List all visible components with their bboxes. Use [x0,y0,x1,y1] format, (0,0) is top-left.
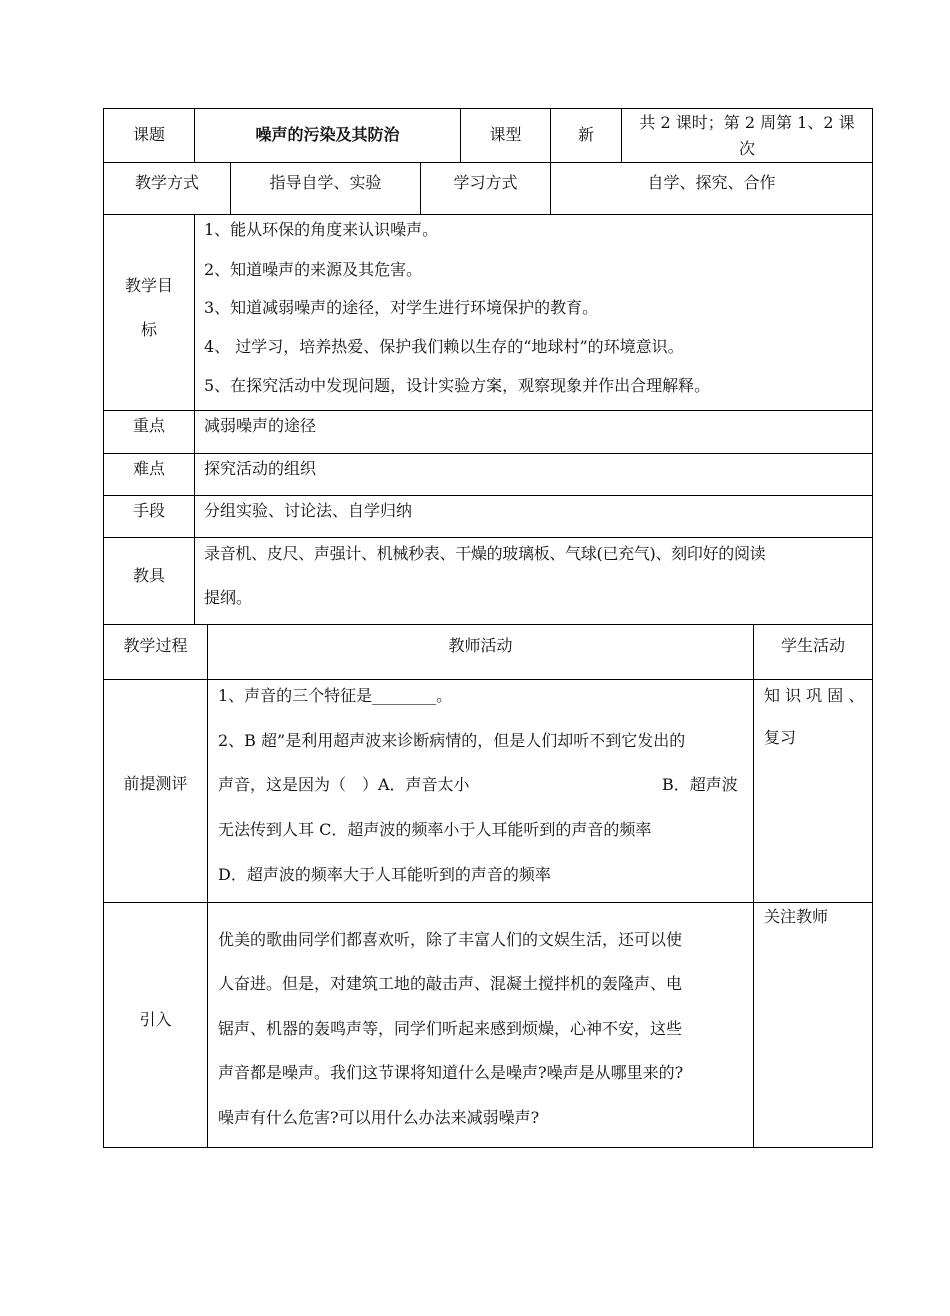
process-col-stage: 教学过程 [123,636,188,655]
col-divider [753,624,754,1147]
key-point-label: 重点 [132,416,165,435]
table-border-left [103,108,104,1147]
type-value: 新 [577,125,594,144]
intro-label: 引入 [139,1010,172,1029]
equipment-line-1: 录音机、皮尺、声强计、机械秒表、干燥的玻璃板、气球(已充气)、刻印好的阅读 [204,544,766,563]
schedule-line-2: 次 [738,139,755,158]
type-label: 课型 [489,125,522,144]
process-col-student: 学生活动 [780,636,845,655]
row-divider [103,902,873,903]
learning-method-label: 学习方式 [453,173,518,192]
table-border-top [103,108,873,109]
table-border-right [872,108,873,1147]
pretest-question-2-option-b: B．超声波 [662,775,738,794]
pretest-question-1: 1、声音的三个特征是________。 [218,686,453,705]
pretest-question-2-line-1: 2、B 超”是利用超声波来诊断病情的，但是人们却听不到它发出的 [218,731,686,750]
intro-student-activity: 关注教师 [764,907,829,926]
row-divider [103,679,873,680]
row-divider [103,624,873,625]
col-divider [194,214,195,624]
row-divider [103,162,873,163]
intro-paragraph-line: 优美的歌曲同学们都喜欢听，除了丰富人们的文娱生活，还可以使 [218,930,683,949]
pretest-student-activity-2: 复习 [764,728,797,747]
means-value: 分组实验、讨论法、自学归纳 [204,501,413,520]
process-col-teacher: 教师活动 [448,636,513,655]
teaching-method-value: 指导自学、实验 [269,173,382,192]
pretest-question-2-line-3: 无法传到人耳 C．超声波的频率小于人耳能听到的声音的频率 [218,820,652,839]
objectives-label-1: 教学目 [124,276,173,295]
topic-label: 课题 [132,125,165,144]
row-divider [103,214,873,215]
means-label: 手段 [132,501,165,520]
objectives-label-2: 标 [140,320,157,339]
learning-method-value: 自学、探究、合作 [647,173,776,192]
intro-paragraph-line: 声音都是噪声。我们这节课将知道什么是噪声?噪声是从哪里来的? [218,1063,684,1082]
pretest-question-2-line-2a: 声音，这是因为（ ）A．声音太小 [218,775,470,794]
objective-item: 1、能从环保的角度来认识噪声。 [204,220,439,239]
key-point-value: 减弱噪声的途径 [204,416,317,435]
objective-item: 3、知道减弱噪声的途径，对学生进行环境保护的教育。 [204,298,599,317]
row-divider [103,495,873,496]
row-divider [103,453,873,454]
topic-value: 噪声的污染及其防治 [255,125,400,144]
intro-paragraph-line: 锯声、机器的轰鸣声等，同学们听起来感到烦燥，心神不安，这些 [218,1019,683,1038]
equipment-label: 教具 [132,566,165,585]
difficulty-label: 难点 [132,459,165,478]
row-divider [103,537,873,538]
pretest-label: 前提测评 [123,774,188,793]
row-divider [103,410,873,411]
intro-paragraph-line: 噪声有什么危害?可以用什么办法来减弱噪声? [218,1108,540,1127]
schedule-line-1: 共 2 课时；第 2 周第 1、2 课 [639,113,855,132]
equipment-line-2: 提纲。 [204,588,253,607]
objective-item: 4、 过学习，培养热爱、保护我们赖以生存的“地球村”的环境意识。 [204,337,684,356]
table-border-bottom [103,1147,873,1148]
col-divider [207,624,208,1147]
objective-item: 5、在探究活动中发现问题，设计实验方案，观察现象并作出合理解释。 [204,376,711,395]
pretest-question-2-line-4: D．超声波的频率大于人耳能听到的声音的频率 [218,865,551,884]
intro-paragraph-line: 人奋进。但是，对建筑工地的敲击声、混凝土搅拌机的轰隆声、电 [218,974,683,993]
pretest-student-activity-1: 知 识 巩 固 、 [764,686,865,705]
difficulty-value: 探究活动的组织 [204,459,317,478]
teaching-method-label: 教学方式 [134,173,199,192]
objective-item: 2、知道噪声的来源及其危害。 [204,260,423,279]
